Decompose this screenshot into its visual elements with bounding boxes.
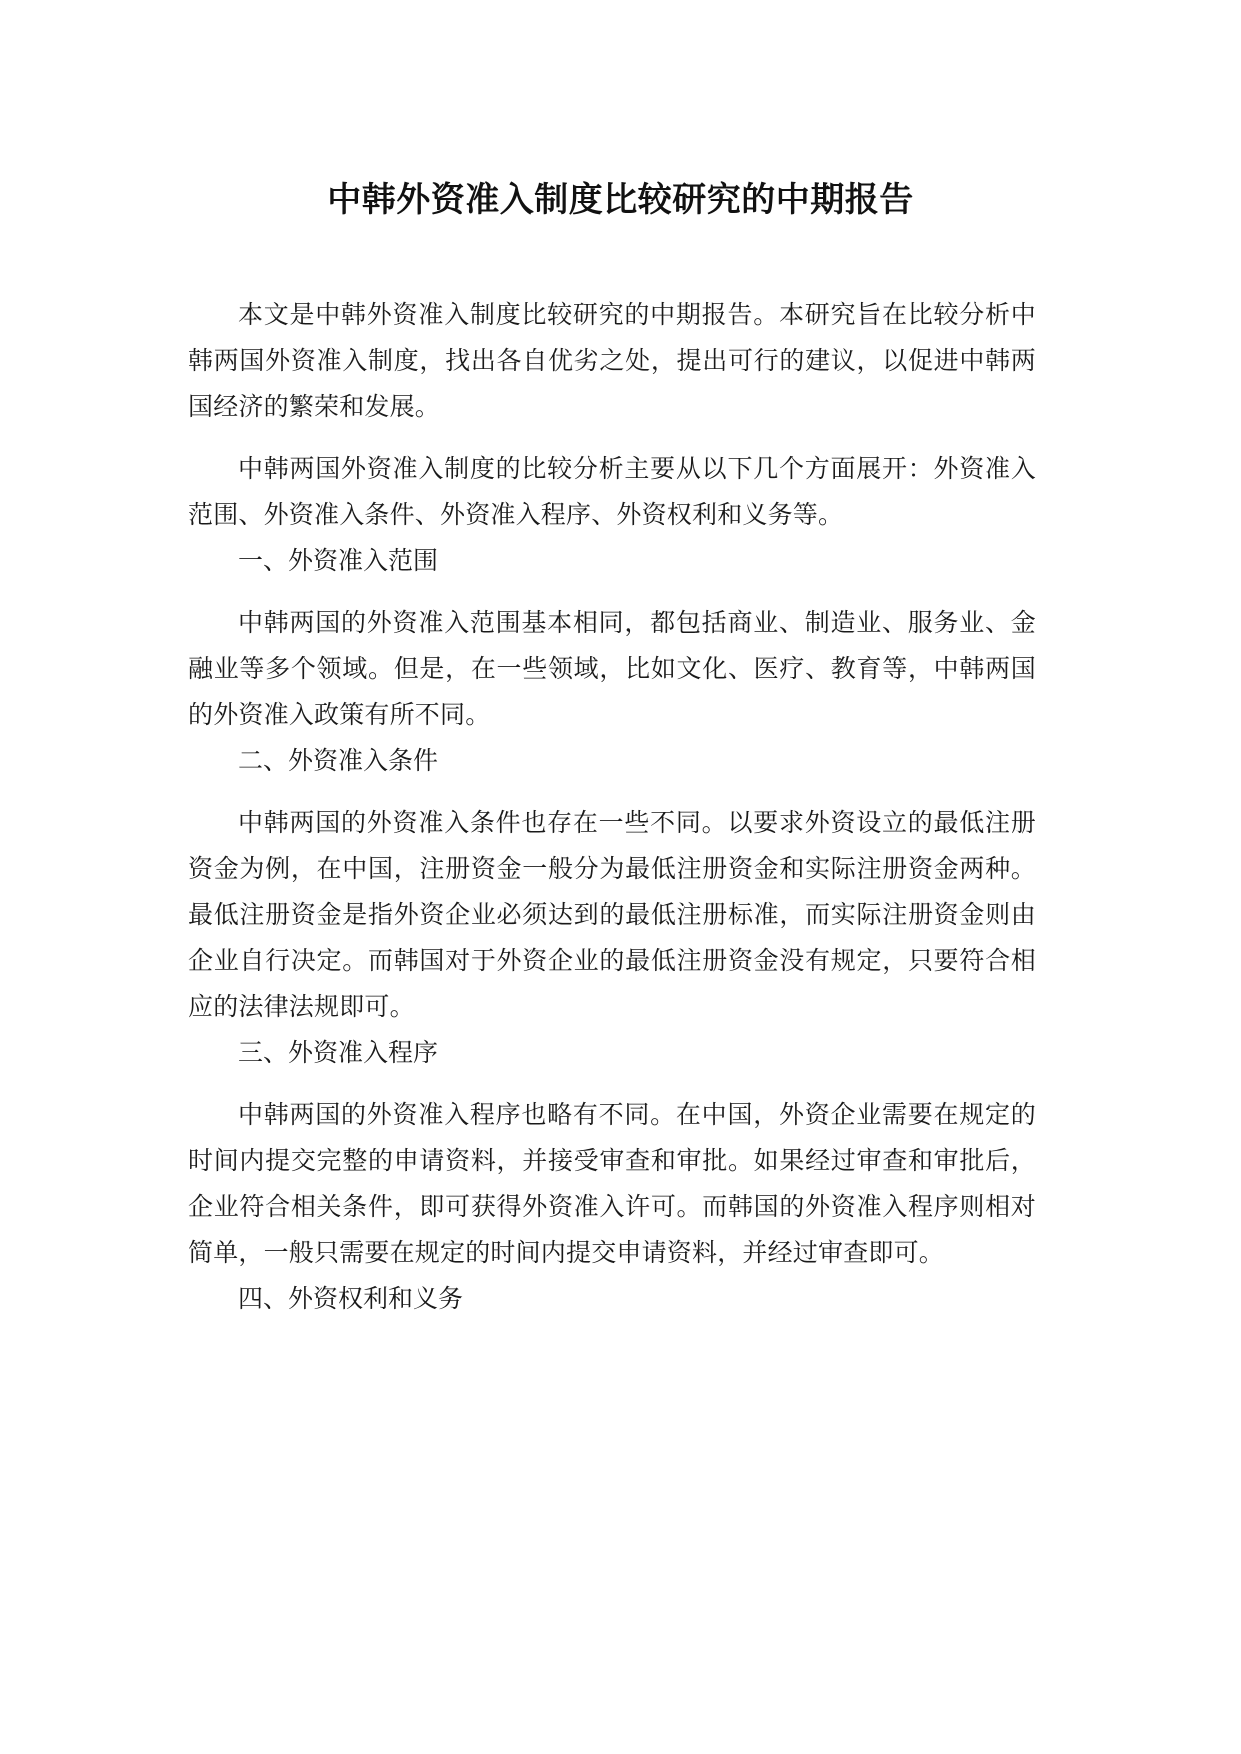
section-heading-rights: 四、外资权利和义务 [238, 1284, 464, 1313]
section-heading-scope: 一、外资准入范围 [238, 546, 439, 575]
intro-paragraph-1: 本文是中韩外资准入制度比较研究的中期报告。本研究旨在比较分析中韩两国外资准入制度，找出各自优劣之处，提出可行的建议，以促进中韩两国经济的繁荣和发展。 [188, 300, 1036, 421]
section-heading-conditions: 二、外资准入条件 [238, 746, 439, 775]
intro-paragraph-2: 中韩两国外资准入制度的比较分析主要从以下几个方面展开：外资准入范围、外资准入条件、外资准入程序、外资权利和义务等。 [188, 454, 1036, 529]
section-body-scope: 中韩两国的外资准入范围基本相同，都包括商业、制造业、服务业、金融业等多个领域。但是，在一些领域，比如文化、医疗、教育等，中韩两国的外资准入政策有所不同。 [188, 608, 1036, 729]
section-heading-procedure: 三、外资准入程序 [238, 1038, 439, 1067]
section-body-procedure: 中韩两国的外资准入程序也略有不同。在中国，外资企业需要在规定的时间内提交完整的申请资料，并接受审查和审批。如果经过审查和审批后，企业符合相关条件，即可获得外资准入许可。而韩国的外资准入程序则相对简单，一般只需要在规定的时间内提交申请资料，并经过审查即可。 [188, 1100, 1036, 1267]
document-body [188, 292, 1036, 1322]
section-body-conditions: 中韩两国的外资准入条件也存在一些不同。以要求外资设立的最低注册资金为例，在中国，注册资金一般分为最低注册资金和实际注册资金两种。最低注册资金是指外资企业必须达到的最低注册标准，而实际注册资金则由企业自行决定。而韩国对于外资企业的最低注册资金没有规定，只要符合相应的法律法规即可。 [188, 808, 1036, 1021]
document-title: 中韩外资准入制度比较研究的中期报告 [327, 180, 914, 220]
